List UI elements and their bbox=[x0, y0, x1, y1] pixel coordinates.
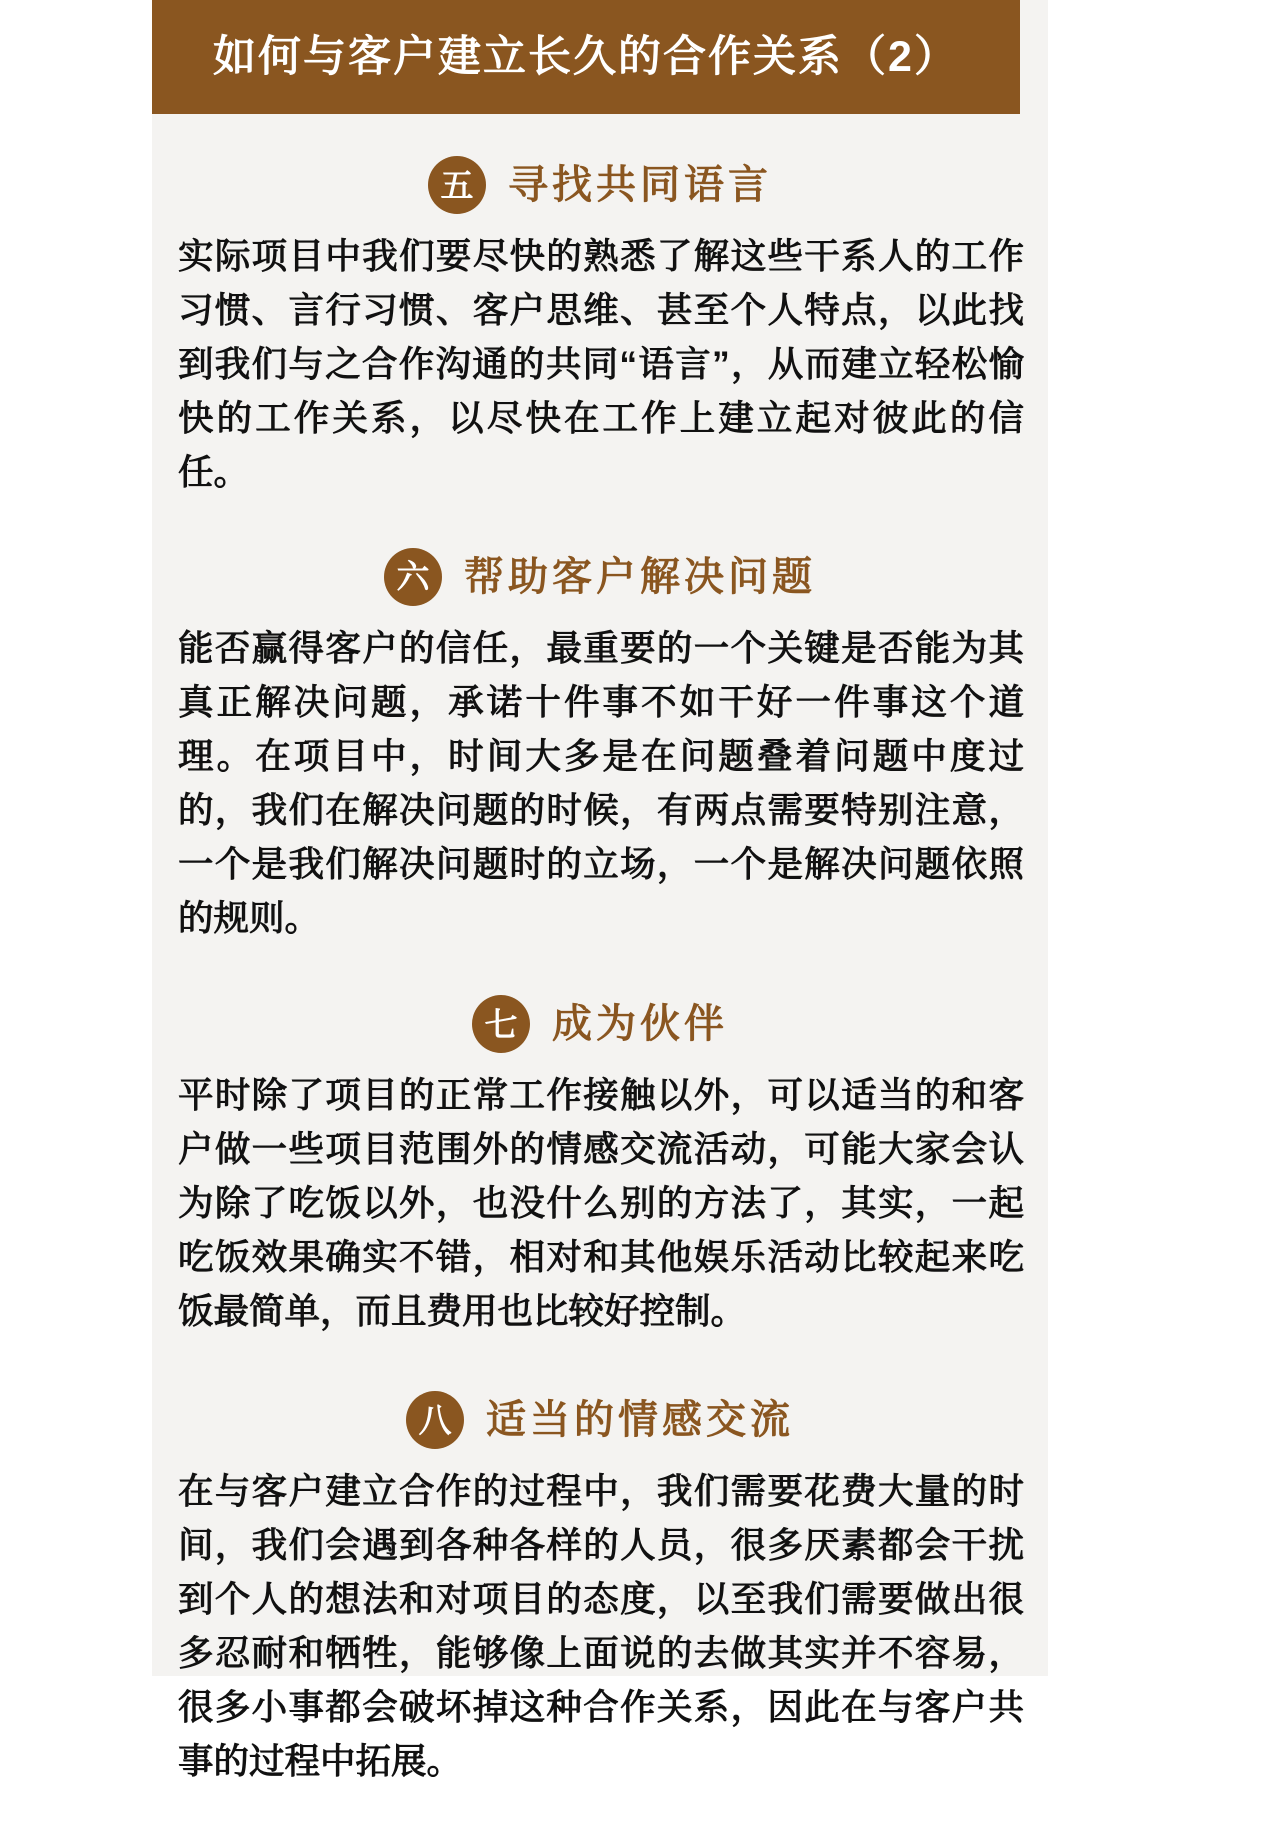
section-six bbox=[152, 500, 1048, 946]
section-seven bbox=[152, 945, 1048, 1339]
section-seven-heading bbox=[152, 945, 1048, 1069]
section-number-badge: 八 bbox=[406, 1391, 464, 1449]
section-title: 成为伙伴 bbox=[552, 1002, 728, 1047]
section-title: 适当的情感交流 bbox=[486, 1398, 794, 1443]
section-eight-heading bbox=[152, 1339, 1048, 1465]
section-title: 帮助客户解决问题 bbox=[464, 554, 816, 599]
section-paragraph: 平时除了项目的正常工作接触以外，可以适当的和客户做一些项目范围外的情感交流活动，可能大家会认为除了吃饭以外，也没什么别的方法了，其实，一起吃饭效果确实不错，相对和其他娱乐活动比较起来吃饭最简单，而且费用也比较好控制。 bbox=[178, 1075, 1024, 1332]
section-number-badge: 五 bbox=[428, 156, 486, 214]
section-number-badge: 七 bbox=[472, 995, 530, 1053]
article-card bbox=[152, 0, 1048, 1782]
section-eight bbox=[152, 1339, 1048, 1789]
section-paragraph: 能否赢得客户的信任，最重要的一个关键是否能为其真正解决问题，承诺十件事不如干好一件事这个道理。在项目中，时间大多是在问题叠着问题中度过的，我们在解决问题的时候，有两点需要特别注意，一个是我们解决问题时的立场，一个是解决问题依照的规则。 bbox=[178, 627, 1024, 938]
section-paragraph: 实际项目中我们要尽快的熟悉了解这些干系人的工作习惯、言行习惯、客户思维、甚至个人特点，以此找到我们与之合作沟通的共同“语言”，从而建立轻松愉快的工作关系，以尽快在工作上建立起对彼此的信任。 bbox=[178, 236, 1024, 492]
page-title: 如何与客户建立长久的合作关系（2） bbox=[213, 32, 959, 81]
article-body bbox=[152, 114, 1048, 1829]
section-five bbox=[152, 114, 1048, 500]
article-title-bar bbox=[152, 0, 1020, 114]
section-six-heading bbox=[152, 500, 1048, 622]
section-number-badge: 六 bbox=[384, 548, 442, 606]
section-title: 寻找共同语言 bbox=[508, 163, 772, 207]
section-five-heading bbox=[152, 114, 1048, 230]
section-paragraph: 在与客户建立合作的过程中，我们需要花费大量的时间，我们会遇到各种各样的人员，很多厌素都会干扰到个人的想法和对项目的态度，以至我们需要做出很多忍耐和牺牲，能够像上面说的去做其实并不容易，很多小事都会破坏掉这种合作关系，因此在与客户共事的过程中拓展。 bbox=[178, 1471, 1024, 1782]
